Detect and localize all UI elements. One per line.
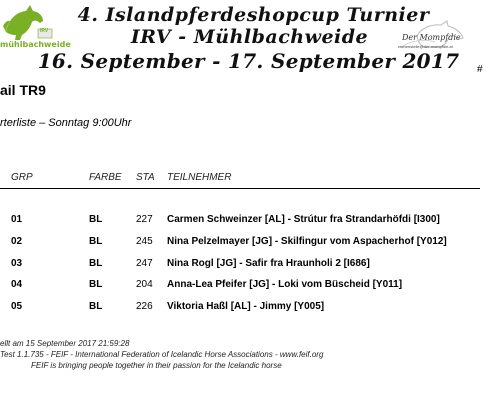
col-header-sta: STA xyxy=(136,172,155,183)
tournament-dates: 16. September - 17. September 2017 xyxy=(37,49,460,73)
cell-grp: 02 xyxy=(11,236,23,247)
logo-left-text: mühlbachweide xyxy=(0,40,71,49)
cell-teilnehmer: Nina Rogl [JG] - Safir fra Hraunholi 2 [I686] xyxy=(167,258,370,269)
cell-grp: 01 xyxy=(11,214,23,225)
logo-left-badge: IRV xyxy=(40,28,49,34)
cell-sta: 226 xyxy=(136,301,153,312)
cell-farbe: BL xyxy=(89,236,103,247)
table-row xyxy=(0,301,495,323)
footer-created: ellt am 15 September 2017 21:59:28 xyxy=(0,339,130,348)
logo-right-name: Der Mompfdie xyxy=(402,33,461,42)
cell-sta: 245 xyxy=(136,236,153,247)
cell-grp: 05 xyxy=(11,301,23,312)
col-header-teilnehmer: TEILNEHMER xyxy=(167,172,232,183)
footer-feif: Test 1.1.735 - FEIF - International Federation of Icelandic Horse Associations - www.feif.org xyxy=(0,350,324,359)
table-row xyxy=(0,214,495,236)
cell-teilnehmer: Nina Pelzelmayer [JG] - Skilfingur vom Aspacherhof [Y012] xyxy=(167,236,447,247)
footer-slogan: FEIF is bringing people together in their passion for the Icelandic horse xyxy=(31,361,282,370)
startlist-subtitle: rterliste – Sonntag 9:00Uhr xyxy=(0,117,132,129)
logo-right-url: rechenstelle@der-mompfdie.at xyxy=(398,44,453,49)
cell-teilnehmer: Anna-Lea Pfeifer [JG] - Loki vom Büscheid [Y011] xyxy=(167,279,403,290)
col-header-farbe: FARBE xyxy=(89,172,122,183)
cell-sta: 204 xyxy=(136,279,153,290)
table-row xyxy=(0,258,495,280)
horse-logo-right xyxy=(395,20,470,65)
cell-grp: 03 xyxy=(11,258,23,269)
cell-grp: 04 xyxy=(11,279,23,290)
cell-farbe: BL xyxy=(89,214,103,225)
table-row xyxy=(0,236,495,258)
cell-sta: 247 xyxy=(136,258,153,269)
tournament-title: 4. Islandpferdeshopcup Turnier xyxy=(77,4,430,26)
cell-teilnehmer: Carmen Schweinzer [AL] - Strútur fra Strandarhöfdi [I300] xyxy=(167,214,440,225)
cell-farbe: BL xyxy=(89,279,103,290)
event-title: ail TR9 xyxy=(0,82,46,98)
tournament-venue: IRV - Mühlbachweide xyxy=(130,26,369,48)
cell-teilnehmer: Viktoria Haßl [AL] - Jimmy [Y005] xyxy=(167,301,325,312)
cell-farbe: BL xyxy=(89,301,103,312)
corner-mark: # xyxy=(477,64,483,75)
header-divider xyxy=(0,188,480,189)
col-header-grp: GRP xyxy=(11,172,33,183)
cell-farbe: BL xyxy=(89,258,103,269)
cell-sta: 227 xyxy=(136,214,153,225)
table-row xyxy=(0,279,495,301)
